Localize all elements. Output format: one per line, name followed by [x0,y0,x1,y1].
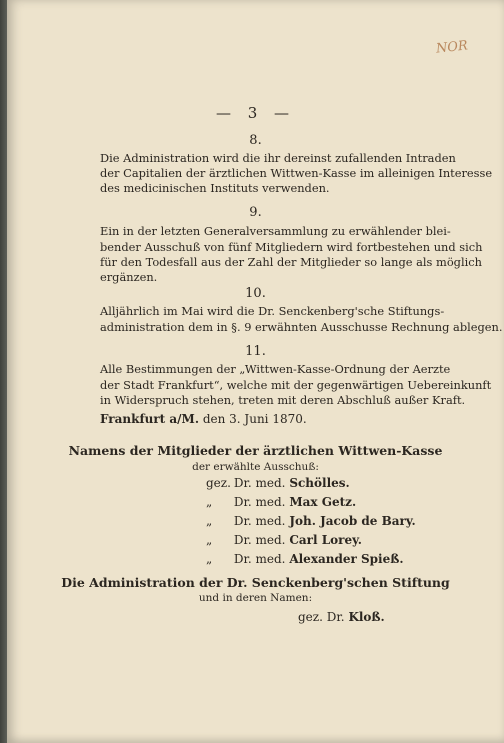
section-9-line-2: bender Ausschuß von fünf Mitgliedern wird fortbestehen und sich [100,240,483,254]
dateline [100,412,307,426]
signatory-5 [206,552,404,566]
signatory-prefix: gez. [206,476,231,490]
signatory-prefix: „ [206,514,213,528]
section-9-line-4: ergänzen. [100,270,158,284]
section-11-line-2: der Stadt Frankfurt“, welche mit der gegenwärtigen Uebereinkunft [100,378,492,392]
signature-title: Dr. [326,610,345,624]
signatory-title: Dr. med. [233,533,286,547]
document-page [7,0,504,743]
signatory-name: Max Getz. [289,495,357,509]
signatory-prefix: „ [206,552,213,566]
signatory-title: Dr. med. [233,514,286,528]
section-10-line-1: Alljährlich im Mai wird die Dr. Senckenberg'sche Stiftungs- [100,304,445,318]
signatory-4 [206,533,362,547]
signatories-heading: Namens der Mitglieder der ärztlichen Wittwen-Kasse [68,443,443,458]
section-8-line-3: des medicinischen Instituts verwenden. [100,181,330,195]
signatory-name: Joh. Jacob de Bary. [289,514,416,528]
administration-heading: Die Administration der Dr. Senckenberg'schen Stiftung [61,575,450,590]
signatory-3 [206,514,416,528]
section-9-line-3: für den Todesfall aus der Zahl der Mitglieder so lange als möglich [100,255,482,269]
signatory-2 [206,495,356,509]
section-8-line-2: der Capitalien der ärztlichen Wittwen-Kasse im alleinigen Interesse [100,166,493,180]
signatory-prefix: „ [206,495,213,509]
signatory-prefix: „ [206,533,213,547]
signature-name: Kloß. [348,610,385,624]
administration-subheading: und in deren Namen: [198,592,313,604]
section-11-line-3: in Widerspruch stehen, treten mit deren Abschluß außer Kraft. [100,393,466,407]
signature-prefix: gez. [298,610,323,624]
signatory-title: Dr. med. [233,476,286,490]
signatory-1 [206,476,350,490]
section-10-number: 10. [245,286,266,301]
section-11-line-1: Alle Bestimmungen der „Wittwen-Kasse-Ordnung der Aerzte [100,362,451,376]
signatory-name: Alexander Spieß. [289,552,404,566]
signatory-name: Schölles. [289,476,350,490]
pencil-mark: NOR [435,38,469,57]
dateline-place: Frankfurt a/M. [100,412,199,426]
scan-edge [0,0,7,743]
signatory-title: Dr. med. [233,552,286,566]
section-9-number: 9. [249,205,262,220]
signatory-title: Dr. med. [233,495,286,509]
administration-signature [298,610,385,624]
section-10-line-2: administration dem in §. 9 erwähnten Ausschusse Rechnung ablegen. [100,320,503,334]
section-8-line-1: Die Administration wird die ihr dereinst zufallenden Intraden [100,151,456,165]
section-8-number: 8. [249,133,262,148]
signatory-name: Carl Lorey. [289,533,362,547]
section-9-line-1: Ein in der letzten Generalversammlung zu erwählender blei- [100,224,451,238]
section-11-number: 11. [245,344,266,359]
dateline-date: den 3. Juni 1870. [202,412,307,426]
signatories-subheading: der erwählte Ausschuß: [192,461,319,473]
page-number: — 3 — [215,104,296,122]
